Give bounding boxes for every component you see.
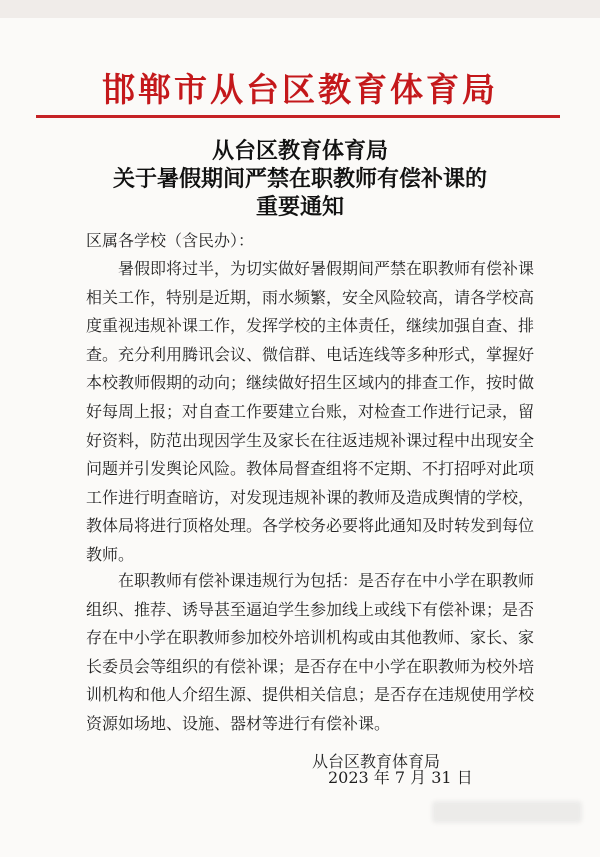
paragraph-1-line: 问题并引发舆论风险。教体局督查组将不定期、不打招呼对此项: [86, 459, 535, 479]
paragraph-1: [86, 255, 538, 570]
signature: 从台区教育体育局: [312, 752, 441, 771]
paragraph-2-line: 在职教师有偿补课违规行为包括：是否存在中小学在职教师: [118, 571, 535, 590]
red-divider: [36, 115, 560, 118]
paragraph-1-line: 教体局将进行顶格处理。各学校务必要将此通知及时转发到每位: [86, 516, 535, 536]
paragraph-2-line: 组织、推荐、诱导甚至逼迫学生参加线上或线下有偿补课；是否: [86, 599, 535, 619]
top-bar: [0, 0, 600, 18]
paragraph-1-line: 教师。: [86, 544, 135, 564]
paragraph-2-line: 资源如场地、设施、器材等进行有偿补课。: [86, 713, 391, 733]
paragraph-1-line: 好资料，防范出现因学生及家长在往返违规补课过程中出现安全: [86, 430, 535, 450]
paragraph-2-line: 训机构和他人介绍生源、提供相关信息；是否存在违规使用学校: [86, 685, 535, 705]
title-line-2: 关于暑假期间严禁在职教师有偿补课的: [112, 167, 487, 192]
paragraph-1-line: 工作进行明查暗访，对发现违规补课的教师及造成舆情的学校，: [86, 487, 535, 507]
title-line-1: 从台区教育体育局: [211, 139, 388, 164]
salutation: 区属各学校（含民办）：: [86, 231, 255, 250]
paragraph-1-line: 本校教师假期的动向；继续做好招生区域内的排查工作，按时做: [86, 373, 535, 393]
paragraph-1-line: 查。充分利用腾讯会议、微信群、电话连线等多种形式，掌握好: [86, 344, 535, 364]
paragraph-2-line: 长委员会等组织的有偿补课；是否存在中小学在职教师为校外培: [86, 656, 535, 676]
paragraph-1-line: 度重视违规补课工作，发挥学校的主体责任，继续加强自查、排: [86, 316, 535, 336]
paragraph-1-line: 相关工作，特别是近期，雨水频繁，安全风险较高，请各学校高: [86, 287, 535, 307]
paragraph-2-line: 存在中小学在职教师参加校外培训机构或由其他教师、家长、家: [86, 628, 535, 648]
paragraph-1-line: 暑假即将过半，为切实做好暑假期间严禁在职教师有偿补课: [118, 259, 535, 278]
issue-date: 2023 年 7 月 31 日: [328, 768, 473, 787]
paragraph-2: [86, 567, 538, 739]
letterhead: 邯郸市从台区教育体育局: [102, 70, 498, 109]
title-line-3: 重要通知: [255, 195, 344, 220]
blurred-watermark: [432, 801, 582, 823]
paragraph-1-line: 好每周上报；对自查工作要建立台账，对检查工作进行记录，留: [86, 401, 535, 421]
